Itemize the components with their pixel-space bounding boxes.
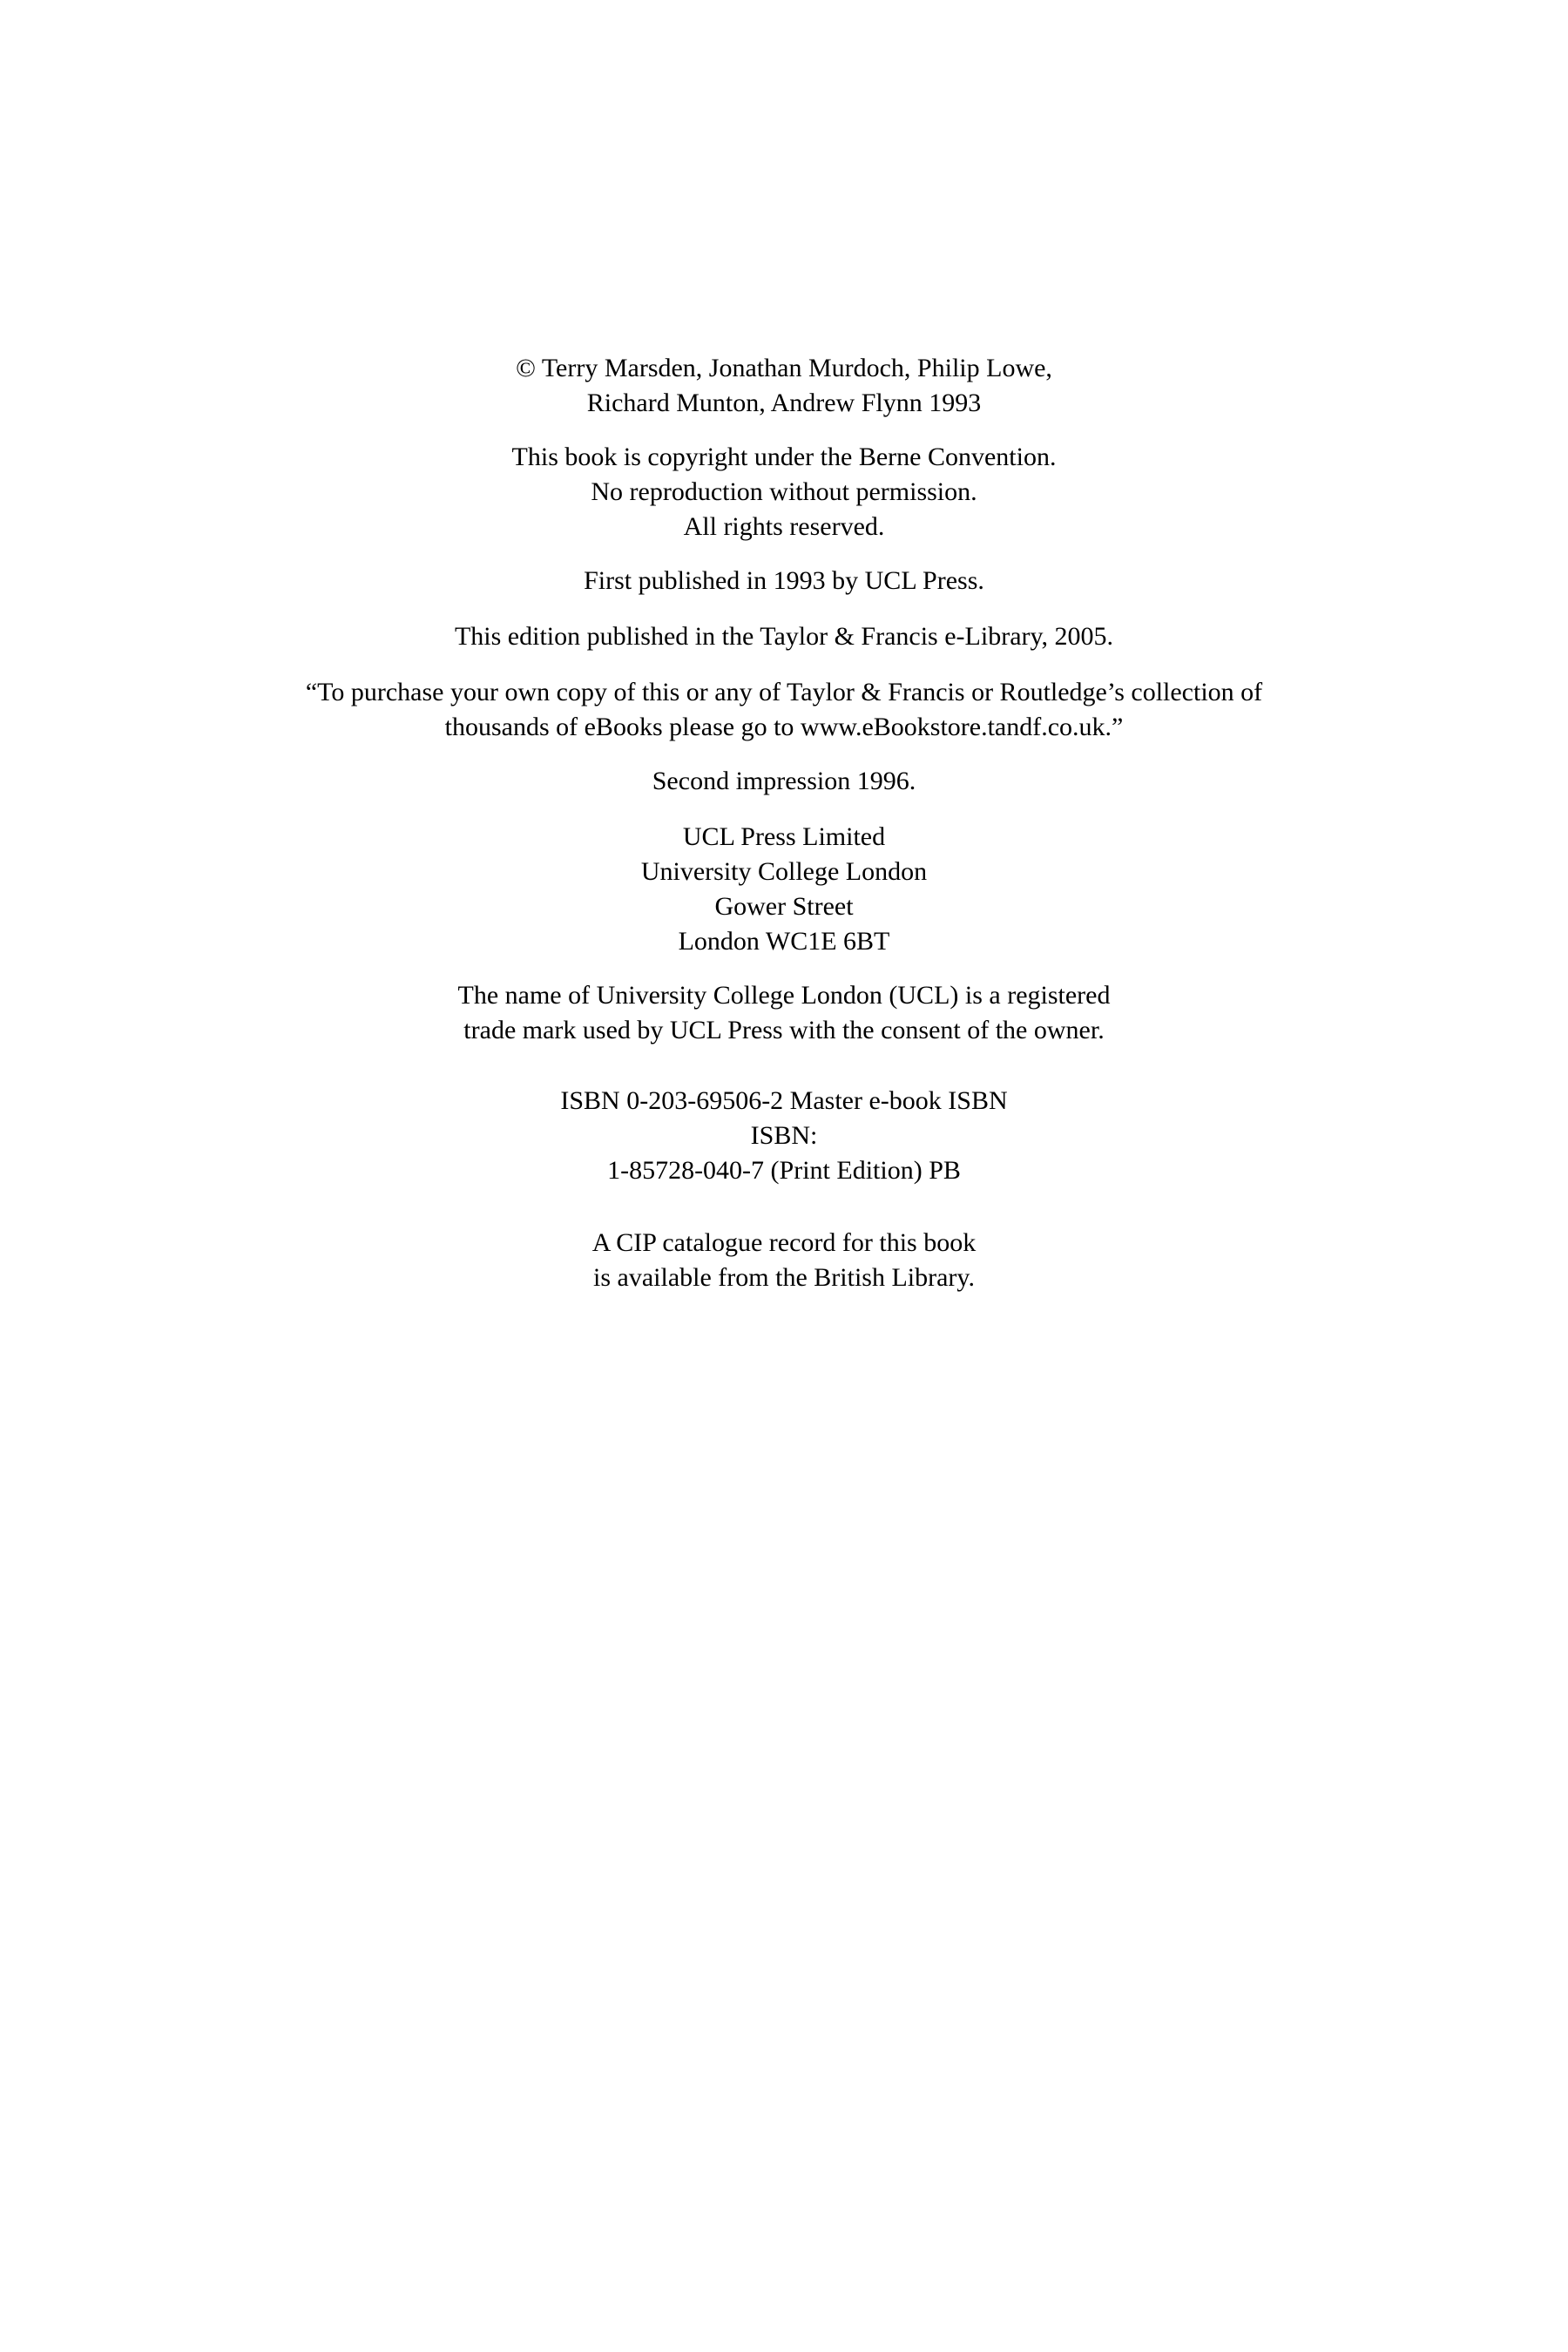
edition-line: This edition published in the Taylor & Francis e-Library, 2005. <box>454 622 1114 651</box>
isbn-block <box>0 1084 1568 1188</box>
copyright-line-authors: © Terry Marsden, Jonathan Murdoch, Philip Lowe, <box>516 354 1052 382</box>
publisher-address <box>0 820 1568 959</box>
berne-convention-notice <box>0 440 1568 544</box>
trademark-notice <box>0 978 1568 1048</box>
isbn-line-2: ISBN: <box>750 1121 818 1150</box>
cip-notice <box>0 1226 1568 1295</box>
purchase-notice <box>0 675 1568 745</box>
isbn-line-3: 1-85728-040-7 (Print Edition) PB <box>607 1156 961 1185</box>
purchase-line-1: “To purchase your own copy of this or any of Taylor & Francis or Routledge’s collection of <box>305 678 1263 706</box>
berne-line: This book is copyright under the Berne Convention. <box>511 443 1057 471</box>
no-reproduction-line: No reproduction without permission. <box>591 477 977 506</box>
isbn-line-1: ISBN 0-203-69506-2 Master e-book ISBN <box>560 1086 1008 1115</box>
address-line-1: UCL Press Limited <box>682 822 886 851</box>
edition-notice <box>0 619 1568 654</box>
copyright-notice <box>0 351 1568 421</box>
address-line-2: University College London <box>640 857 928 886</box>
first-published-notice <box>0 564 1568 598</box>
impression-notice <box>0 764 1568 799</box>
trademark-line-2: trade mark used by UCL Press with the consent of the owner. <box>463 1016 1105 1044</box>
trademark-line-1: The name of University College London (UCL) is a registered <box>457 981 1111 1010</box>
rights-reserved-line: All rights reserved. <box>683 512 885 541</box>
cip-line-1: A CIP catalogue record for this book <box>591 1228 977 1257</box>
purchase-line-2: thousands of eBooks please go to www.eBookstore.tandf.co.uk.” <box>444 713 1124 741</box>
first-published-line: First published in 1993 by UCL Press. <box>584 566 984 595</box>
cip-line-2: is available from the British Library. <box>593 1263 975 1292</box>
copyright-line-authors-year: Richard Munton, Andrew Flynn 1993 <box>586 389 982 417</box>
address-line-4: London WC1E 6BT <box>678 927 890 956</box>
address-line-3: Gower Street <box>714 892 854 921</box>
impression-line: Second impression 1996. <box>652 767 916 795</box>
